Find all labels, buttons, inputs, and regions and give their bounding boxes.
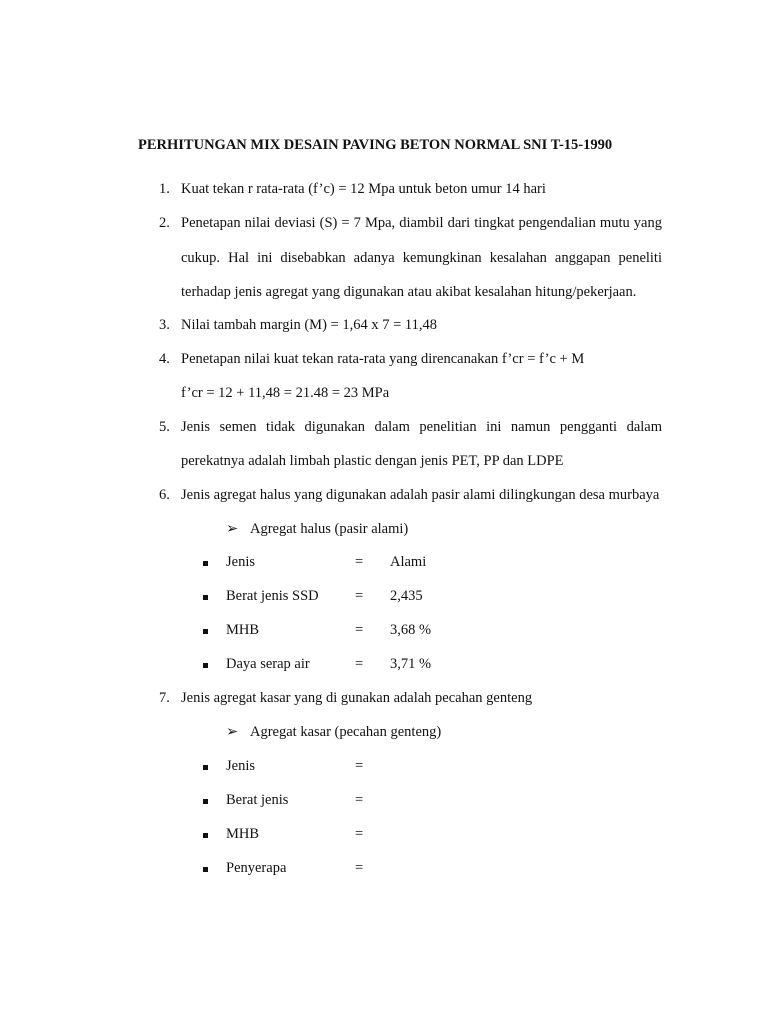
item-text-line: Jenis semen tidak digunakan dalam penelitian ini namun pengganti dalam xyxy=(181,419,662,435)
property-label: Daya serap air xyxy=(226,656,310,672)
square-bullet-icon xyxy=(203,663,208,668)
item-text: Jenis agregat kasar yang di gunakan adalah pecahan genteng xyxy=(181,690,533,706)
property-value: 3,68 % xyxy=(390,622,432,638)
equals-sign: = xyxy=(355,860,364,876)
equals-sign: = xyxy=(355,622,364,638)
property-value: 3,71 % xyxy=(390,656,432,672)
square-bullet-icon xyxy=(203,867,208,872)
square-bullet-icon xyxy=(203,833,208,838)
property-label: Jenis xyxy=(226,758,255,774)
arrow-bullet-icon: ➢ xyxy=(226,724,239,740)
square-bullet-icon xyxy=(203,799,208,804)
item-text-line: terhadap jenis agregat yang digunakan atau akibat kesalahan hitung/pekerjaan. xyxy=(181,284,637,300)
item-number: 2. xyxy=(159,215,170,231)
item-text: Jenis agregat halus yang digunakan adalah pasir alami dilingkungan desa murbaya xyxy=(181,487,660,503)
property-label: Jenis xyxy=(226,554,255,570)
item-text-line: perekatnya adalah limbah plastic dengan jenis PET, PP dan LDPE xyxy=(181,453,564,469)
property-label: Berat jenis SSD xyxy=(226,588,319,604)
property-label: Berat jenis xyxy=(226,792,289,808)
square-bullet-icon xyxy=(203,595,208,600)
item-number: 1. xyxy=(159,181,170,197)
arrow-bullet-icon: ➢ xyxy=(226,521,239,537)
item-text: Kuat tekan r rata-rata (f’c) = 12 Mpa untuk beton umur 14 hari xyxy=(181,181,546,197)
property-label: MHB xyxy=(226,622,260,638)
item-number: 3. xyxy=(159,317,170,333)
property-label: MHB xyxy=(226,826,260,842)
property-value: Alami xyxy=(390,554,427,570)
item-number: 7. xyxy=(159,690,170,706)
equals-sign: = xyxy=(355,758,364,774)
equals-sign: = xyxy=(355,588,364,604)
item-number: 4. xyxy=(159,351,170,367)
square-bullet-icon xyxy=(203,765,208,770)
equals-sign: = xyxy=(355,656,364,672)
equals-sign: = xyxy=(355,554,364,570)
item-number: 6. xyxy=(159,487,170,503)
item-text: Nilai tambah margin (M) = 1,64 x 7 = 11,48 xyxy=(181,317,437,333)
item-text-line: Penetapan nilai deviasi (S) = 7 Mpa, diambil dari tingkat pengendalian mutu yang xyxy=(181,215,662,231)
item-text-line: cukup. Hal ini disebabkan adanya kemungkinan kesalahan anggapan peneliti xyxy=(181,250,662,266)
square-bullet-icon xyxy=(203,561,208,566)
item-text: Penetapan nilai kuat tekan rata-rata yang direncanakan f’cr = f’c + M xyxy=(181,351,585,367)
coarse-aggregate-heading: Agregat kasar (pecahan genteng) xyxy=(250,724,442,740)
equals-sign: = xyxy=(355,792,364,808)
document-title: PERHITUNGAN MIX DESAIN PAVING BETON NORMAL SNI T-15-1990 xyxy=(138,137,613,153)
property-label: Penyerapa xyxy=(226,860,287,876)
square-bullet-icon xyxy=(203,629,208,634)
formula-line: f’cr = 12 + 11,48 = 21.48 = 23 MPa xyxy=(181,385,390,401)
fine-aggregate-heading: Agregat halus (pasir alami) xyxy=(250,521,409,537)
property-value: 2,435 xyxy=(390,588,423,604)
item-number: 5. xyxy=(159,419,170,435)
equals-sign: = xyxy=(355,826,364,842)
